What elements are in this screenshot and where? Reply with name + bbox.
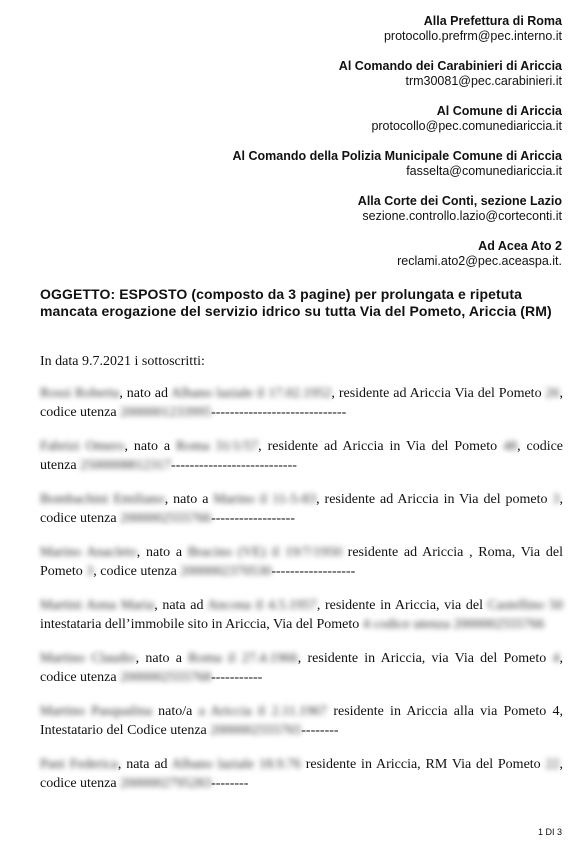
birth-info: Albano laziale 18.9.76 [171, 757, 301, 772]
utility-code: 4 codice utenza 2000002555766 [362, 617, 545, 632]
address-number: 22 [545, 757, 560, 772]
address-number: 4 [552, 651, 560, 666]
signatory-entry [40, 543, 563, 581]
utility-code: 2000002555765 [210, 723, 302, 738]
entry-text: , nato a [124, 439, 177, 454]
signatory-name: Fabrizi Omero [40, 439, 125, 454]
recipient-item [22, 239, 562, 269]
entry-text: , residente ad Ariccia in Via del pometo [316, 492, 553, 507]
utility-code: 2000002795283 [120, 776, 212, 791]
signatory-name: Marino Anacleto [40, 545, 137, 560]
intro-text: In data 9.7.2021 i sottoscritti: [40, 354, 205, 369]
recipient-item [22, 194, 562, 224]
entry-text: , nato a [164, 492, 214, 507]
recipient-email: protocollo@pec.comunediariccia.it [371, 119, 562, 133]
entry-text: intestataria dell’immobile sito in Ariccia, Via del Pometo [40, 617, 363, 632]
signatories-list [40, 384, 563, 808]
entry-dashes: ----------------------------- [211, 405, 347, 420]
entry-dashes: --------------------------- [171, 458, 297, 473]
entry-text: residente ad Ariccia , Roma, Via del Pometo [40, 545, 563, 579]
recipient-name: Ad Acea Ato 2 [478, 239, 562, 253]
entry-text: , nato a [136, 545, 188, 560]
recipient-name: Alla Corte dei Conti, sezione Lazio [357, 194, 562, 208]
entry-text: , nata ad [117, 757, 172, 772]
utility-code: 2000001233995 [120, 405, 212, 420]
entry-dashes: -------- [211, 776, 249, 791]
signatory-name: Rossi Roberta [40, 386, 120, 401]
entry-dashes: -------- [301, 723, 339, 738]
address-number: 3 [552, 492, 560, 507]
entry-text: , codice utenza [40, 439, 564, 473]
entry-text: , residente ad Ariccia Via del Pometo [331, 386, 546, 401]
entry-dashes: ------------------ [211, 511, 295, 526]
signatory-name: Martini Anna Maria [40, 598, 155, 613]
recipient-name: Al Comando della Polizia Municipale Comune di Ariccia [232, 149, 562, 163]
recipient-email: reclami.ato2@pec.aceaspa.it. [397, 254, 562, 268]
signatory-entry [40, 437, 563, 475]
recipient-item [22, 14, 562, 44]
entry-text: , nato a [135, 651, 189, 666]
recipients-block [22, 14, 562, 284]
utility-code: 2000002555766 [120, 511, 212, 526]
recipient-email: sezione.controllo.lazio@corteconti.it [362, 209, 562, 223]
entry-text: , codice utenza [40, 386, 563, 420]
birth-info: Bracino (VE) il 19/7/1950 [187, 545, 342, 560]
recipient-email: trm30081@pec.carabinieri.it [405, 74, 562, 88]
entry-text: nato/a [151, 704, 199, 719]
entry-text: , codice utenza [40, 757, 563, 791]
recipient-email: fasselta@comunediariccia.it [406, 164, 562, 178]
page-number: 1 DI 3 [537, 827, 562, 837]
address-number: 3 [86, 564, 94, 579]
signatory-entry [40, 702, 563, 740]
birth-info: Ancona il 4.5.1957 [207, 598, 317, 613]
recipient-email: protocollo.prefrm@pec.interno.it [383, 29, 562, 43]
recipient-name: Al Comando dei Carabinieri di Ariccia [338, 59, 562, 73]
entry-dashes: ------------------ [271, 564, 356, 579]
recipient-item [22, 59, 562, 89]
signatory-name: Martino Pasqualina [40, 704, 152, 719]
entry-text: , codice utenza [40, 651, 563, 685]
birth-info: Roma il 27.4.1966 [188, 651, 298, 666]
recipient-name: Alla Prefettura di Roma [423, 14, 562, 28]
entry-text: , nata ad [154, 598, 208, 613]
subject-line: OGGETTO: ESPOSTO (composto da 3 pagine) per prolungata e ripetuta mancata erogazione del servizio idrico su tutta Via del Pometo, Ariccia (RM) [40, 286, 552, 319]
address-number: 48 [503, 439, 518, 454]
signatory-entry [40, 596, 563, 634]
birth-info: Roma 31/1/57 [176, 439, 259, 454]
recipient-name: Al Comune di Ariccia [436, 104, 562, 118]
entry-text: , codice utenza [93, 564, 181, 579]
recipient-item [22, 104, 562, 134]
utility-code: 2500008812317 [80, 458, 172, 473]
utility-code: 2000002370530 [180, 564, 272, 579]
recipient-item [22, 149, 562, 179]
entry-text: , residente in Ariccia, via del [316, 598, 488, 613]
birth-info: Albano laziale il 17.02.1952 [171, 386, 332, 401]
signatory-name: Pani Federica [40, 757, 118, 772]
signatory-entry [40, 755, 563, 793]
entry-text: , residente ad Ariccia in Via del Pometo [258, 439, 504, 454]
entry-text: , codice utenza [40, 492, 563, 526]
entry-text: , nato ad [119, 386, 172, 401]
signatory-entry [40, 384, 563, 422]
entry-text: residente in Ariccia alla via Pometo 4, Intestatario del Codice utenza [40, 704, 563, 738]
address-number: Castellino 50 [487, 598, 563, 613]
signatory-entry [40, 490, 563, 528]
birth-info: Marino il 11-5-83 [213, 492, 317, 507]
signatory-name: Martino Claudio [40, 651, 136, 666]
signatory-name: Bombachini Emiliano [40, 492, 165, 507]
birth-info: a Ariccia il 2.11.1967 [198, 704, 328, 719]
entry-text: , residente in Ariccia, via Via del Pometo [297, 651, 553, 666]
address-number: 26 [545, 386, 560, 401]
entry-dashes: ----------- [211, 670, 263, 685]
signatory-entry [40, 649, 563, 687]
entry-text: residente in Ariccia, RM Via del Pometo [300, 757, 546, 772]
utility-code: 2000002555768 [120, 670, 212, 685]
